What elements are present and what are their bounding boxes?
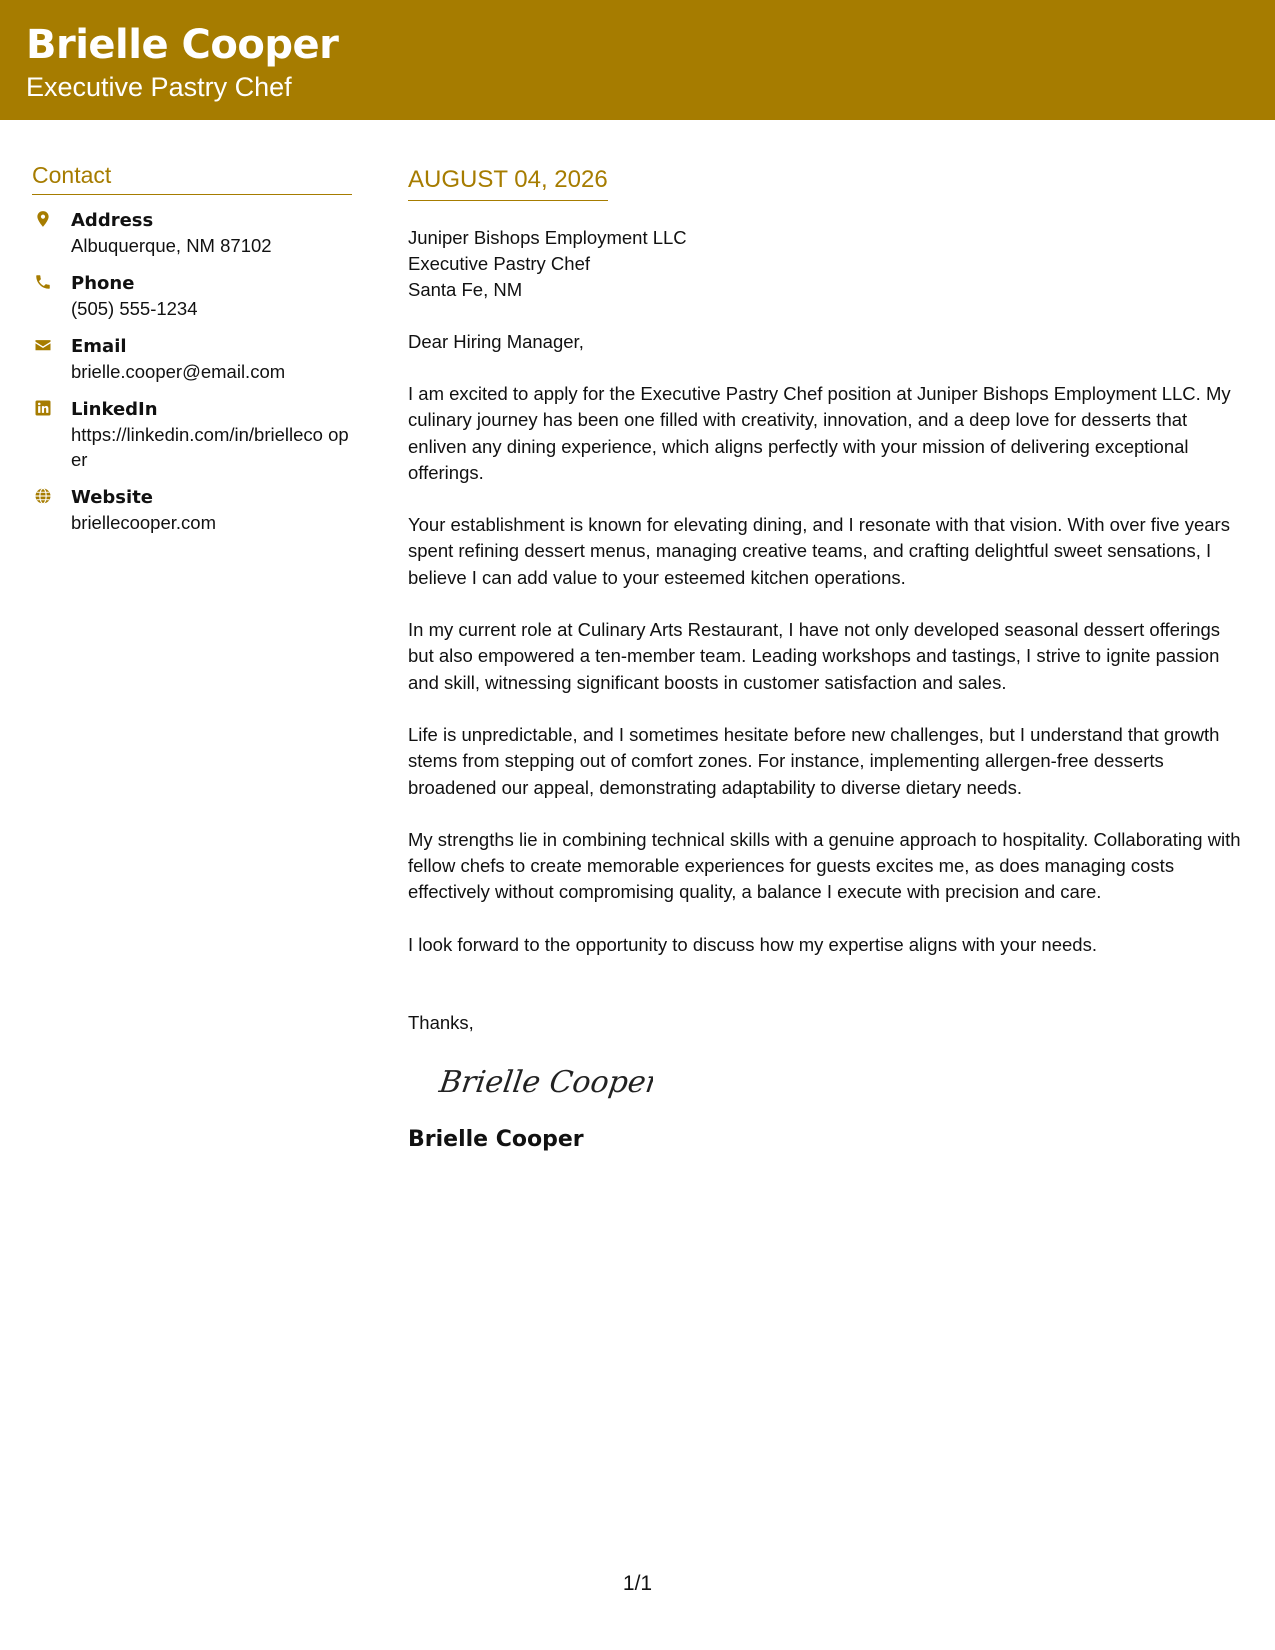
- contact-label: Phone: [71, 273, 135, 294]
- letter-date: AUGUST 04, 2026: [408, 166, 608, 201]
- contact-item-address: [32, 209, 352, 258]
- letter-paragraph: Life is unpredictable, and I sometimes hesitate before new challenges, but I understand that growth stems from stepping out of comfort zones. For instance, implementing allergen-free desserts broadened our appeal, demonstrating adaptability to diverse dietary needs.: [408, 723, 1220, 798]
- phone-icon: [34, 273, 52, 291]
- salutation: Dear Hiring Manager,: [408, 331, 584, 352]
- contact-item-linkedin: [32, 398, 352, 472]
- envelope-icon: [34, 336, 52, 354]
- handwritten-signature: [433, 1058, 653, 1108]
- letter-paragraph: In my current role at Culinary Arts Restaurant, I have not only developed seasonal dessert offerings but also empowered a ten-member team. Leading workshops and tastings, I strive to ignite passion and skill, witnessing significant boosts in customer satisfaction and sales.: [408, 619, 1221, 693]
- map-pin-icon: [34, 210, 52, 228]
- contact-value: (505) 555-1234: [71, 298, 198, 319]
- applicant-title: Executive Pastry Chef: [26, 72, 292, 102]
- signature-text: Brielle Cooper: [437, 1065, 653, 1101]
- recipient-company: Juniper Bishops Employment LLC: [408, 227, 687, 248]
- recipient-position: Executive Pastry Chef: [408, 253, 590, 274]
- contact-item-phone: [32, 272, 352, 321]
- page-number: 1/1: [622, 1572, 653, 1595]
- letter-closing: Thanks,: [408, 1012, 474, 1034]
- contact-label: Email: [71, 336, 127, 357]
- recipient-location: Santa Fe, NM: [408, 279, 523, 300]
- contact-value: Albuquerque, NM 87102: [71, 235, 272, 256]
- contact-heading: Contact: [32, 162, 352, 195]
- contact-value[interactable]: briellecooper.com: [71, 512, 216, 533]
- page-header: [0, 0, 1275, 120]
- letter-body: [408, 166, 1248, 1152]
- letter-paragraph: I look forward to the opportunity to discuss how my expertise aligns with your needs.: [408, 933, 1097, 955]
- recipient-block: [408, 225, 1248, 303]
- contact-item-email: [32, 335, 352, 384]
- contact-label: Address: [71, 210, 154, 231]
- contact-item-website: [32, 486, 352, 535]
- globe-icon: [34, 487, 52, 505]
- contact-value[interactable]: https://linkedin.com/in/brielleco oper: [71, 424, 349, 470]
- letter-paragraph: Your establishment is known for elevating dining, and I resonate with that vision. With over five years spent refining dessert menus, managing creative teams, and crafting delightful sweet sensations, I believe I can add value to your esteemed kitchen operations.: [408, 514, 1230, 588]
- contact-label: LinkedIn: [71, 399, 158, 420]
- signed-name: Brielle Cooper: [408, 1127, 584, 1153]
- contact-value: brielle.cooper@email.com: [71, 361, 286, 382]
- linkedin-icon: [34, 399, 52, 417]
- contact-label: Website: [71, 487, 154, 508]
- letter-paragraph: My strengths lie in combining technical skills with a genuine approach to hospitality. Collaborating with fellow chefs to create memorable experiences for guests excites me, as does managing costs effectively without compromising quality, a balance I execute with precision and care.: [408, 828, 1241, 903]
- applicant-name: Brielle Cooper: [26, 22, 339, 68]
- contact-sidebar: [32, 162, 352, 549]
- letter-paragraph: I am excited to apply for the Executive Pastry Chef position at Juniper Bishops Employment LLC. My culinary journey has been one filled with creativity, innovation, and a deep love for desserts that enliven any dining experience, which aligns perfectly with your mission of delivering exceptional offerings.: [408, 383, 1231, 483]
